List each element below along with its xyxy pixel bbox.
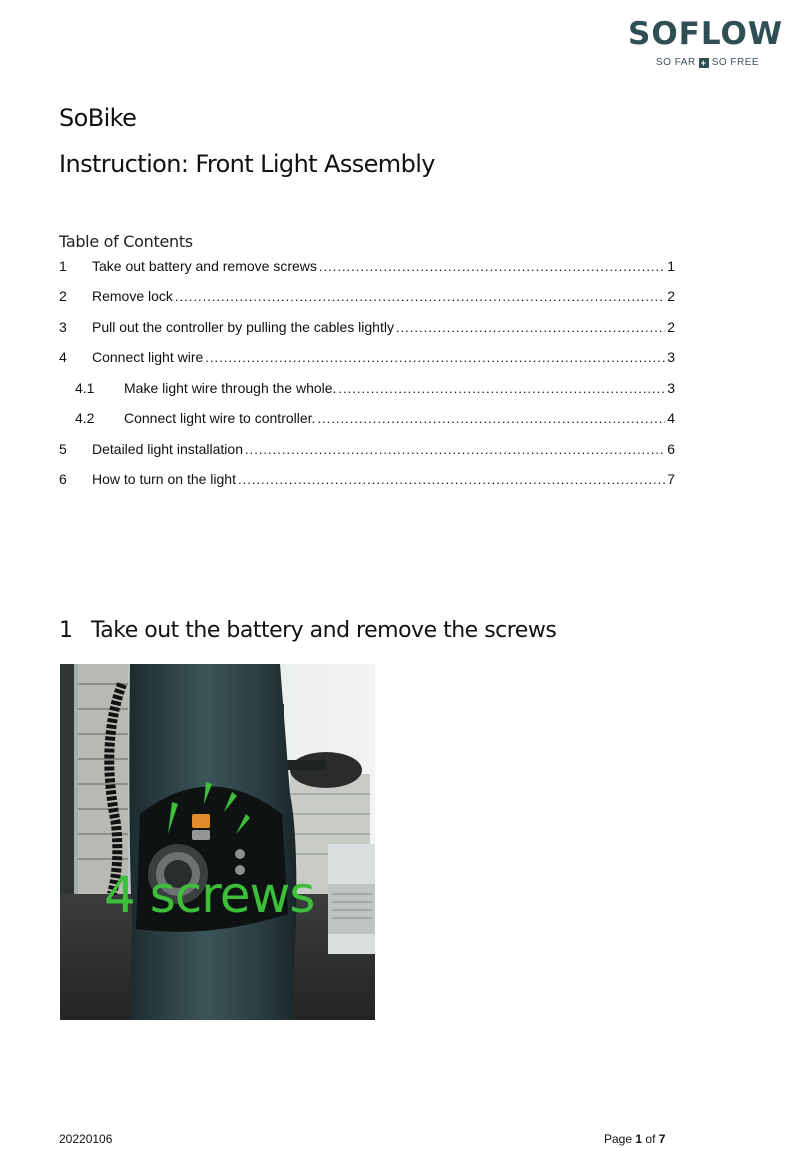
toc-entry-label: How to turn on the light	[92, 471, 236, 487]
footer-page-word: Page	[604, 1132, 633, 1146]
toc-entry-page: 1	[667, 258, 675, 274]
document-subtitle: Instruction: Front Light Assembly	[59, 150, 435, 178]
toc-entry-label: Remove lock	[92, 288, 173, 304]
document-title: SoBike	[59, 104, 137, 132]
toc-dot-leader	[396, 318, 665, 332]
toc-entry-number: 2	[59, 288, 67, 304]
toc-entry[interactable]	[59, 318, 675, 338]
logo-tagline-left: SO FAR	[656, 57, 696, 68]
toc-entry-page: 3	[667, 349, 675, 365]
toc-entry[interactable]	[59, 348, 675, 368]
toc-entry-number: 4.2	[75, 410, 95, 426]
footer-current-page: 1	[635, 1132, 643, 1146]
toc-entry-number: 6	[59, 471, 67, 487]
toc-dot-leader	[319, 257, 665, 271]
toc-entry-number: 5	[59, 441, 67, 457]
toc-entry-label: Pull out the controller by pulling the cables lightly	[92, 319, 394, 335]
toc-entry-page: 2	[667, 288, 675, 304]
soflow-logo	[624, 12, 784, 74]
toc-entry-number: 4.1	[75, 380, 95, 396]
logo-wordmark: SOFLOW	[628, 16, 784, 52]
section-heading	[59, 618, 556, 643]
toc-dot-leader	[338, 379, 665, 393]
toc-entry-label: Detailed light installation	[92, 441, 243, 457]
toc-subentry[interactable]	[75, 379, 675, 399]
footer-total-pages: 7	[658, 1132, 666, 1146]
toc-entry-page: 7	[667, 471, 675, 487]
toc-subentry[interactable]	[75, 409, 675, 429]
section-number: 1	[59, 618, 73, 643]
bike-frame-photo	[60, 664, 375, 1020]
toc-entry-page: 3	[667, 380, 675, 396]
footer-date: 20220106	[59, 1132, 113, 1146]
plus-icon: +	[699, 58, 709, 68]
toc-entry-label: Connect light wire	[92, 349, 204, 365]
toc-entry-number: 4	[59, 349, 67, 365]
toc-heading: Table of Contents	[59, 232, 193, 251]
toc-dot-leader	[317, 409, 665, 423]
toc-entry-page: 4	[667, 410, 675, 426]
toc-entry[interactable]	[59, 287, 675, 307]
toc-entry-label: Make light wire through the whole.	[124, 380, 337, 396]
logo-tagline	[656, 57, 759, 68]
toc-entry-page: 6	[667, 441, 675, 457]
logo-tagline-right: SO FREE	[711, 57, 760, 68]
toc-entry[interactable]	[59, 257, 675, 277]
photo-caption: 4 screws	[104, 866, 315, 924]
toc-entry[interactable]	[59, 470, 675, 490]
toc-dot-leader	[175, 287, 665, 301]
toc-entry[interactable]	[59, 440, 675, 460]
footer-page-number	[604, 1132, 665, 1146]
toc-dot-leader	[245, 440, 665, 454]
footer-of-word: of	[645, 1132, 656, 1146]
toc-dot-leader	[238, 470, 665, 484]
toc-entry-label: Take out battery and remove screws	[92, 258, 317, 274]
toc-entry-label: Connect light wire to controller.	[124, 410, 316, 426]
section-title: Take out the battery and remove the screws	[91, 618, 557, 643]
toc-entry-page: 2	[667, 319, 675, 335]
toc-dot-leader	[205, 348, 665, 362]
toc-entry-number: 1	[59, 258, 67, 274]
toc-entry-number: 3	[59, 319, 67, 335]
